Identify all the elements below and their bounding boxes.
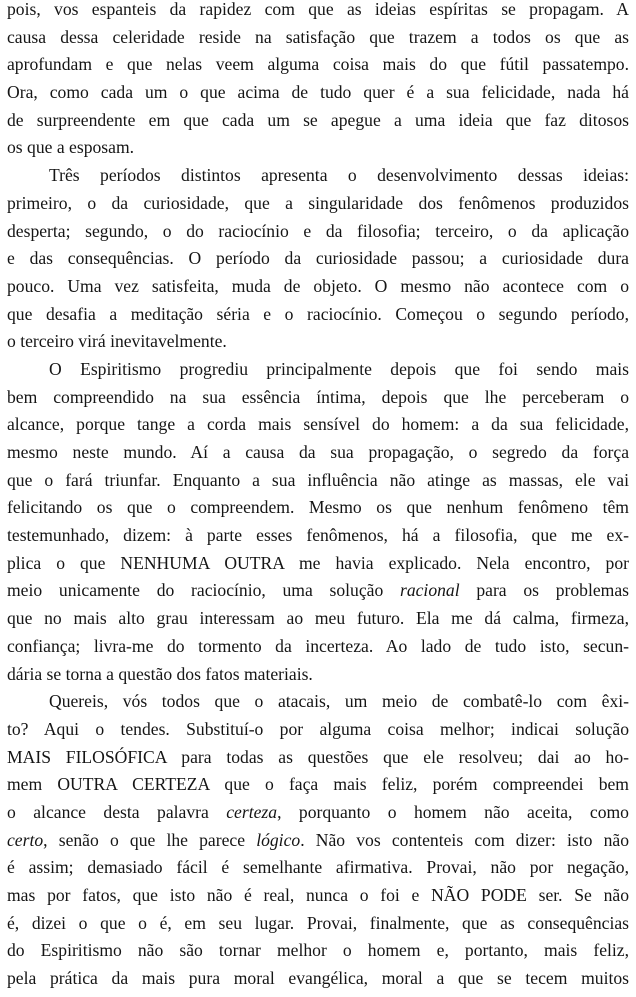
text-line [7, 716, 629, 744]
text-segment: os que a esposam. [7, 137, 135, 158]
text-segment: mesmo neste mundo. Aí a causa da sua propagação, o segredo da força [7, 442, 629, 462]
text-segment: o terceiro virá inevitavelmente. [7, 331, 227, 352]
text-line [7, 799, 629, 827]
text-line [7, 301, 629, 329]
italic-word: certo [7, 829, 44, 850]
italic-word: racional [399, 580, 460, 601]
text-segment: Quereis, vós todos que o atacais, um meio de combatê-lo com êxi- [49, 691, 629, 712]
text-line [7, 688, 629, 716]
text-line [7, 550, 629, 578]
paragraph [7, 162, 629, 356]
text-segment: o alcance desta palavra [7, 801, 227, 822]
text-line [7, 854, 629, 882]
text-segment: alcance, porque tange a corda mais sensível do homem: a da sua felicidade, [7, 414, 629, 435]
text-segment: dária se torna a questão dos fatos materiais. [7, 663, 313, 684]
text-segment: que o fará triunfar. Enquanto a sua influência não atinge as massas, ele vai [7, 469, 629, 490]
text-segment: , senão o que lhe parece [43, 829, 257, 850]
text-segment: MAIS FILOSÓFICA para todas as questões que ele resolveu; dai ao ho- [7, 746, 629, 767]
text-segment: mas por fatos, que isto não é real, nunca o foi e NÃO PODE ser. Se não [7, 885, 629, 905]
text-segment: do Espiritismo não são tornar melhor o homem e, portanto, mais feliz, [7, 940, 629, 961]
text-line [7, 744, 629, 772]
paragraph [7, 0, 629, 162]
text-line [7, 134, 629, 162]
text-segment: bem compreendido na sua essência íntima, depois que lhe perceberam o [7, 386, 629, 407]
text-line [7, 827, 629, 855]
text-line [7, 605, 629, 633]
text-segment: confiança; livra-me do tormento da incerteza. Ao lado de tudo isto, secun- [7, 635, 629, 656]
text-line [7, 882, 629, 910]
paragraph [7, 356, 629, 688]
text-segment: pouco. Uma vez satisfeita, muda de objeto. O mesmo não acontece com o [7, 275, 629, 296]
text-segment: aprofundam e que nelas veem alguma coisa mais do que fútil passatempo. [7, 54, 629, 75]
text-line [7, 190, 629, 218]
text-line [7, 937, 629, 965]
text-line [7, 384, 629, 412]
text-line [7, 633, 629, 661]
text-line [7, 273, 629, 301]
text-segment: meio unicamente do raciocínio, uma solução [7, 580, 400, 601]
text-line [7, 661, 629, 689]
text-segment: to? Aqui o tendes. Substituí-o por alguma coisa melhor; indicai solução [7, 718, 629, 739]
text-segment: pela prática da mais pura moral evangélica, moral a que se tecem muitos [7, 968, 629, 989]
text-line [7, 24, 629, 52]
text-segment: felicitando os que o compreendem. Mesmo os que nenhum fenômeno têm [7, 497, 629, 518]
text-segment: e das consequências. O período da curiosidade passou; a curiosidade dura [7, 248, 629, 269]
text-segment: para os problemas [459, 580, 629, 601]
text-line [7, 771, 629, 799]
italic-word: lógico [256, 829, 301, 850]
italic-word: certeza [226, 801, 278, 822]
text-line [7, 494, 629, 522]
text-line [7, 218, 629, 246]
text-segment: . Não vos contenteis com dizer: isto não [300, 829, 629, 850]
text-line [7, 245, 629, 273]
text-line [7, 467, 629, 495]
text-line [7, 411, 629, 439]
text-segment: O Espiritismo progrediu principalmente depois que foi sendo mais [49, 358, 629, 379]
text-segment: testemunhado, dizem: à parte esses fenômenos, há a filosofia, que me ex- [7, 525, 629, 546]
text-segment: Ora, como cada um o que acima de tudo quer é a sua felicidade, nada há [7, 82, 629, 103]
text-line [7, 328, 629, 356]
text-segment: é assim; demasiado fácil é semelhante afirmativa. Provai, não por negação, [7, 857, 629, 878]
text-segment: causa dessa celeridade reside na satisfação que trazem a todos os que as [7, 26, 629, 47]
text-segment: que no mais alto grau interessam ao meu futuro. Ela me dá calma, firmeza, [7, 608, 629, 629]
text-line [7, 107, 629, 135]
text-segment: mem OUTRA CERTEZA que o faça mais feliz, porém compreendei bem [7, 774, 629, 795]
text-line [7, 910, 629, 938]
text-segment: pois, vos espanteis da rapidez com que as ideias espíritas se propagam. A [7, 0, 629, 19]
text-segment: que desafia a meditação séria e o raciocínio. Começou o segundo período, [7, 303, 629, 324]
text-line [7, 356, 629, 384]
text-segment: de surpreendente em que cada um se apegue a uma ideia que faz ditosos [7, 109, 629, 130]
text-line [7, 79, 629, 107]
text-segment: desperta; segundo, o do raciocínio e da filosofia; terceiro, o da aplicação [7, 220, 629, 241]
text-line [7, 51, 629, 79]
text-segment: primeiro, o da curiosidade, que a singularidade dos fenômenos produzidos [7, 192, 629, 213]
text-line [7, 577, 629, 605]
text-line [7, 965, 629, 993]
text-line [7, 0, 629, 24]
text-segment: plica o que NENHUMA OUTRA me havia explicado. Nela encontro, por [7, 552, 629, 573]
text-line [7, 439, 629, 467]
text-segment: Três períodos distintos apresenta o desenvolvimento dessas ideias: [49, 165, 629, 186]
text-line [7, 162, 629, 190]
text-segment: é, dizei o que o é, em seu lugar. Provai, finalmente, que as consequências [7, 912, 629, 933]
text-line [7, 522, 629, 550]
text-segment: , porquanto o homem não aceita, como [277, 801, 629, 822]
paragraph [7, 688, 629, 993]
